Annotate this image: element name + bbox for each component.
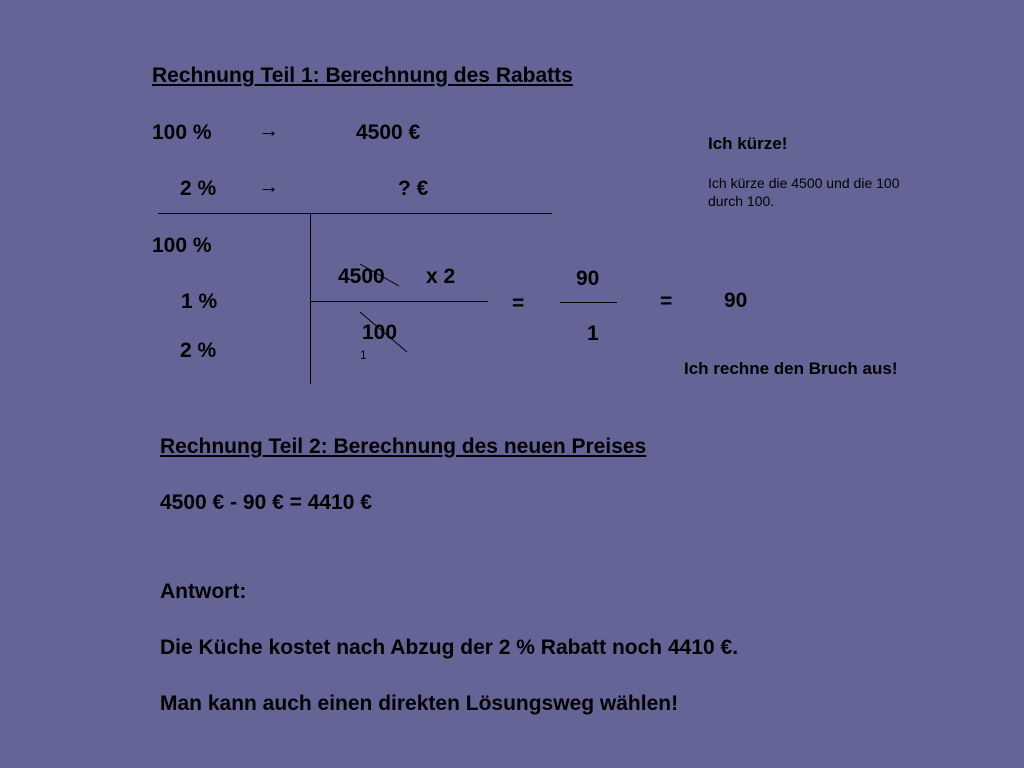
row1-percent: 100 % (152, 121, 212, 144)
part2-formula: 4500 € - 90 € = 4410 € (160, 491, 372, 514)
result-value: 90 (724, 289, 748, 312)
note-title: Ich kürze! (708, 134, 788, 153)
multiplier: x 2 (426, 265, 456, 288)
answer-text: Die Küche kostet nach Abzug der 2 % Rabatt noch 4410 €. (160, 636, 739, 659)
row1-value: 4500 € (356, 121, 421, 144)
numerator: 4500 (338, 265, 385, 288)
answer-label: Antwort: (160, 580, 247, 603)
equals-sign: = (660, 290, 673, 313)
cancel-stroke-numerator (360, 264, 399, 286)
cancel-result: 1 (360, 348, 367, 362)
note-calc: Ich rechne den Bruch aus! (684, 359, 898, 378)
answer-hint: Man kann auch einen direkten Lösungsweg wählen! (160, 692, 679, 715)
table-row-label: 2 % (180, 339, 217, 362)
row2-percent: 2 % (180, 177, 217, 200)
equals-sign: = (512, 292, 525, 315)
table-row-label: 100 % (152, 234, 212, 257)
cancel-stroke-denominator (360, 312, 407, 352)
arrow-right-icon: → (258, 119, 279, 142)
table-row-label: 1 % (181, 290, 218, 313)
row2-value: ? € (398, 177, 429, 200)
note-text: Ich kürze die 4500 und die 100 durch 100. (708, 175, 900, 209)
fraction-denominator: 1 (587, 322, 599, 345)
fraction-numerator: 90 (576, 267, 600, 290)
part1-heading: Rechnung Teil 1: Berechnung des Rabatts (152, 64, 573, 87)
part2-heading: Rechnung Teil 2: Berechnung des neuen Preises (160, 435, 647, 458)
arrow-right-icon: → (258, 175, 279, 198)
denominator: 100 (362, 321, 398, 344)
